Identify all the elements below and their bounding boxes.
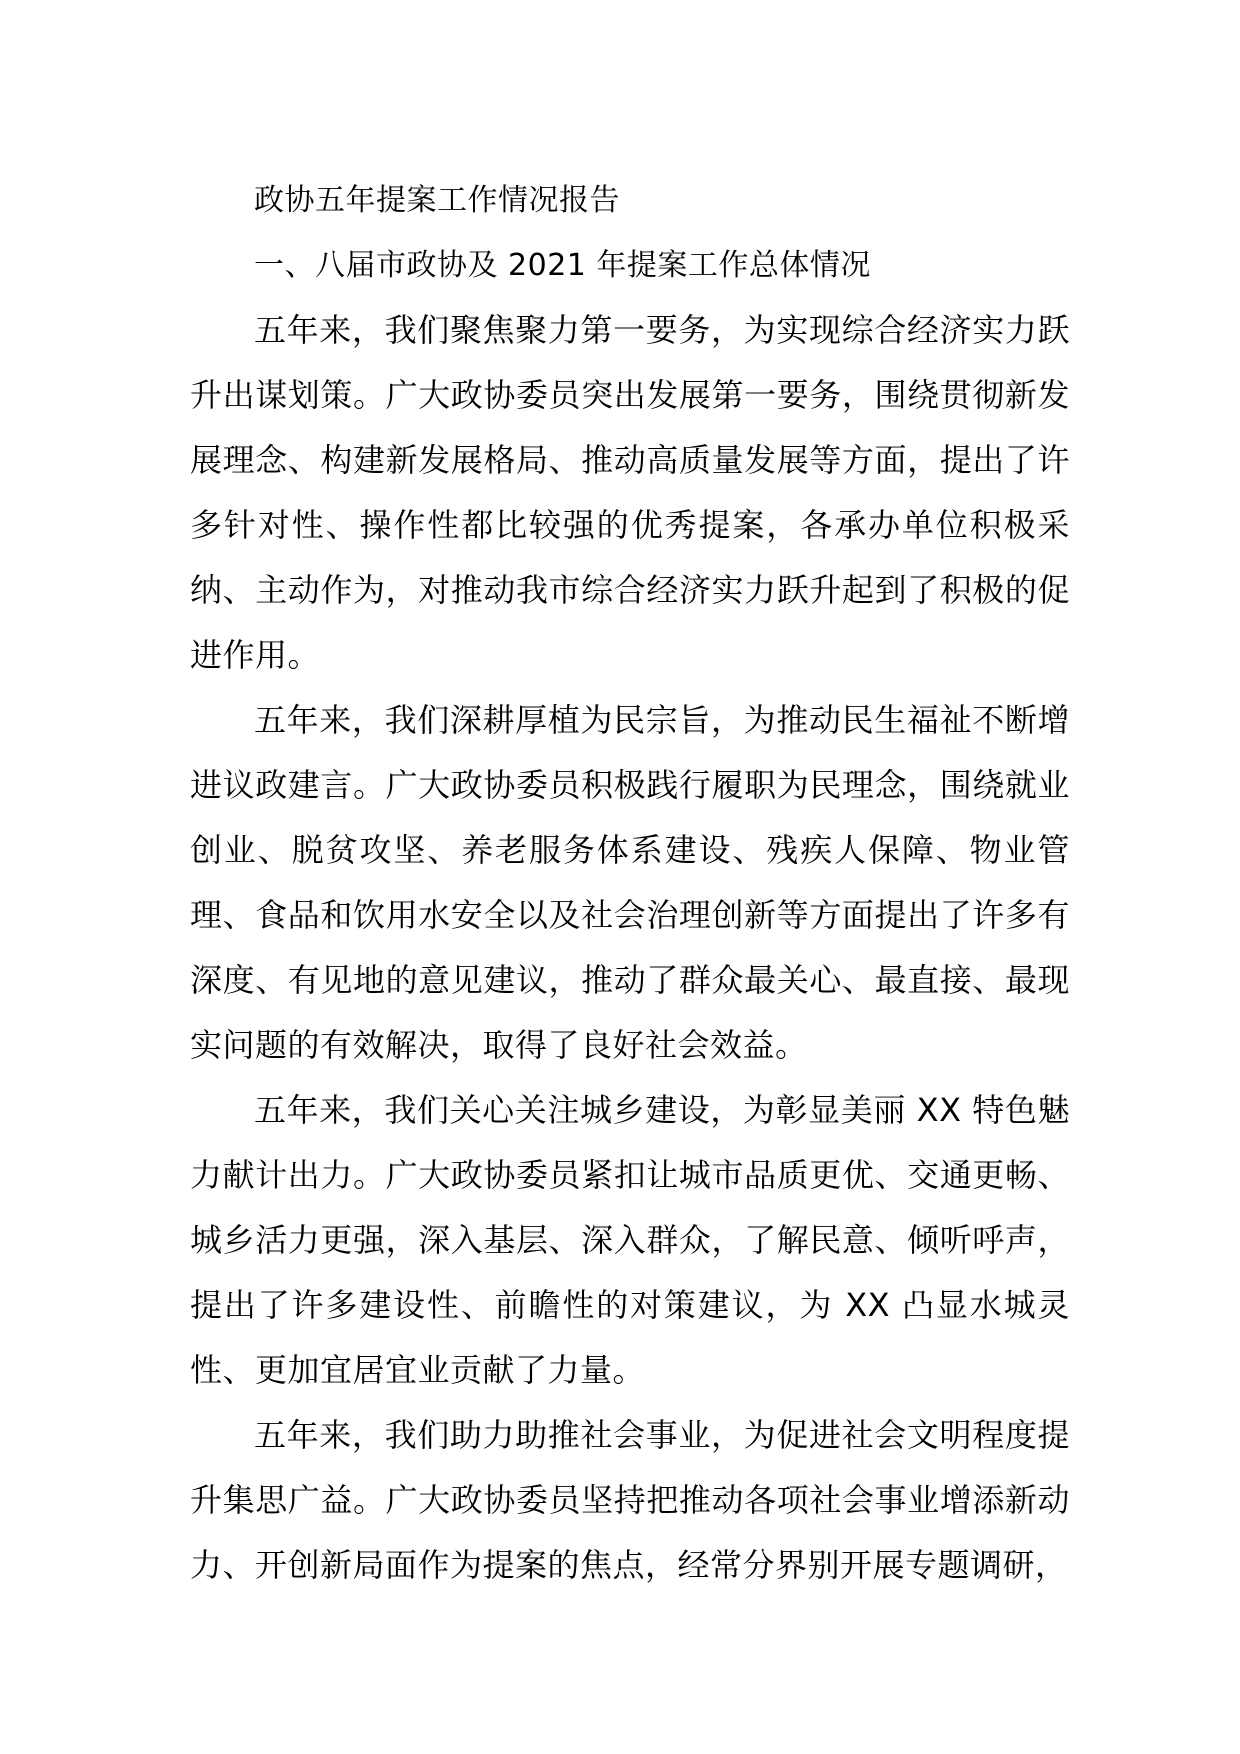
paragraph-livelihood: 五年来，我们深耕厚植为民宗旨，为推动民生福祉不断增进议政建言。广大政协委员积极践行履职为民理念，围绕就业创业、脱贫攻坚、养老服务体系建设、残疾人保障、物业管理、食品和饮用水安全以及社会治理创新等方面提出了许多有深度、有见地的意见建议，推动了群众最关心、最直接、最现实问题的有效解决，取得了良好社会效益。 [190, 701, 1070, 1064]
section-heading: 一、八届市政协及 2021 年提案工作总体情况 [254, 248, 871, 283]
paragraph-economy: 五年来，我们聚焦聚力第一要务，为实现综合经济实力跃升出谋划策。广大政协委员突出发展第一要务，围绕贯彻新发展理念、构建新发展格局、推动高质量发展等方面，提出了许多针对性、操作性都比较强的优秀提案，各承办单位积极采纳、主动作为，对推动我市综合经济实力跃升起到了积极的促进作用。 [190, 311, 1070, 674]
document-title: 政协五年提案工作情况报告 [254, 183, 620, 218]
document-body [190, 168, 1070, 1598]
paragraph-urban-rural: 五年来，我们关心关注城乡建设，为彰显美丽 XX 特色魅力献计出力。广大政协委员紧扣让城市品质更优、交通更畅、城乡活力更强，深入基层、深入群众，了解民意、倾听呼声，提出了许多建设性、前瞻性的对策建议，为 XX 凸显水城灵性、更加宜居宜业贡献了力量。 [190, 1091, 1070, 1389]
paragraph-social-undertakings: 五年来，我们助力助推社会事业，为促进社会文明程度提升集思广益。广大政协委员坚持把推动各项社会事业增添新动力、开创新局面作为提案的焦点，经常分界别开展专题调研， [190, 1416, 1070, 1584]
